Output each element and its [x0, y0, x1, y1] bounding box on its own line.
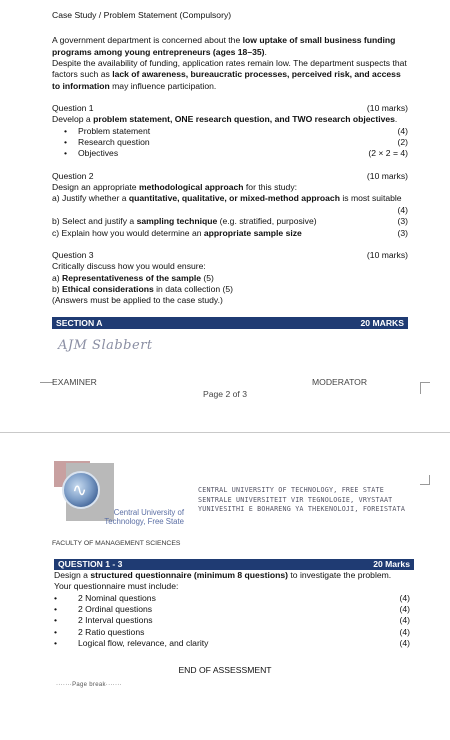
- case-study-paragraph-2: Despite the availability of funding, application rates remain low. The department suspects that factors such as lack of awareness, bureaucratic processes, perceived risk, and access to information may influence participation.: [52, 58, 407, 91]
- faculty-name: FACULTY OF MANAGEMENT SCIENCES: [52, 540, 181, 547]
- question-3-heading: Question 3 (10 marks): [52, 249, 408, 260]
- list-item: • 2 Ordinal questions (4): [54, 604, 410, 615]
- logo-text: Central University of Technology, Free State: [104, 508, 184, 526]
- list-item: • Objectives (2 × 2 = 4): [52, 148, 408, 159]
- question-2-part-b: b) Select and justify a sampling technique (e.g. stratified, purposive) (3): [52, 216, 408, 227]
- question-3-note: (Answers must be applied to the case study.): [52, 295, 223, 306]
- question-1-3-body: [54, 570, 410, 649]
- list-item: • 2 Nominal questions (4): [54, 593, 410, 604]
- examiner-signature: AJM Slabbert: [58, 337, 153, 353]
- question-1-3-include: Your questionnaire must include:: [54, 581, 179, 592]
- university-names: CENTRAL UNIVERSITY OF TECHNOLOGY, FREE STATE SENTRALE UNIVERSITEIT VIR TEGNOLOGIE, VRYSTAAT YUNIVESITHI E BOHARENG YA THEKENOLOJI, FOREISTATA: [198, 486, 406, 514]
- question-1-3-bar: QUESTION 1 - 3 20 Marks: [54, 559, 414, 570]
- list-item: • 2 Ratio questions (4): [54, 627, 410, 638]
- question-1-3-description: Design a structured questionnaire (minimum 8 questions) to investigate the problem.: [54, 570, 392, 580]
- question-2-description: Design an appropriate methodological approach for this study:: [52, 182, 298, 193]
- question-2-part-a-marks: (4): [397, 204, 408, 215]
- case-study-title: Case Study / Problem Statement (Compulsory): [52, 10, 232, 20]
- page-number: Page 2 of 3: [203, 389, 247, 399]
- end-of-assessment: END OF ASSESSMENT: [178, 665, 272, 675]
- list-item: • 2 Interval questions (4): [54, 615, 410, 626]
- question-3-description: Critically discuss how you would ensure:: [52, 261, 206, 272]
- list-item: • Problem statement (4): [52, 126, 408, 137]
- question-1-heading: Question 1 (10 marks): [52, 103, 408, 114]
- examiner-label: EXAMINER: [52, 377, 97, 387]
- question-3-part-a: a) Representativeness of the sample (5): [52, 272, 214, 283]
- list-item: • Logical flow, relevance, and clarity (4): [54, 638, 410, 649]
- page-break-marker: ·······Page break·······: [56, 682, 122, 688]
- case-study-paragraph-1: A government department is concerned about the low uptake of small business funding programs among young entrepreneurs (ages 18–35).: [52, 35, 396, 57]
- list-item: • Research question (2): [52, 137, 408, 148]
- section-a-bar: SECTION A 20 MARKS: [52, 317, 408, 329]
- moderator-label: MODERATOR: [312, 377, 368, 387]
- question-1-description: Develop a problem statement, ONE research question, and TWO research objectives.: [52, 114, 398, 125]
- university-logo: ∿ Central University of Technology, Free State: [52, 461, 182, 531]
- question-3-part-b: b) Ethical considerations in data collection (5): [52, 283, 234, 294]
- question-2-part-c: c) Explain how you would determine an appropriate sample size (3): [52, 227, 408, 238]
- crop-mark: [420, 475, 430, 485]
- question-2-heading: Question 2 (10 marks): [52, 170, 408, 181]
- question-2-part-a: a) Justify whether a quantitative, qualitative, or mixed-method approach is most suitable: [52, 193, 402, 204]
